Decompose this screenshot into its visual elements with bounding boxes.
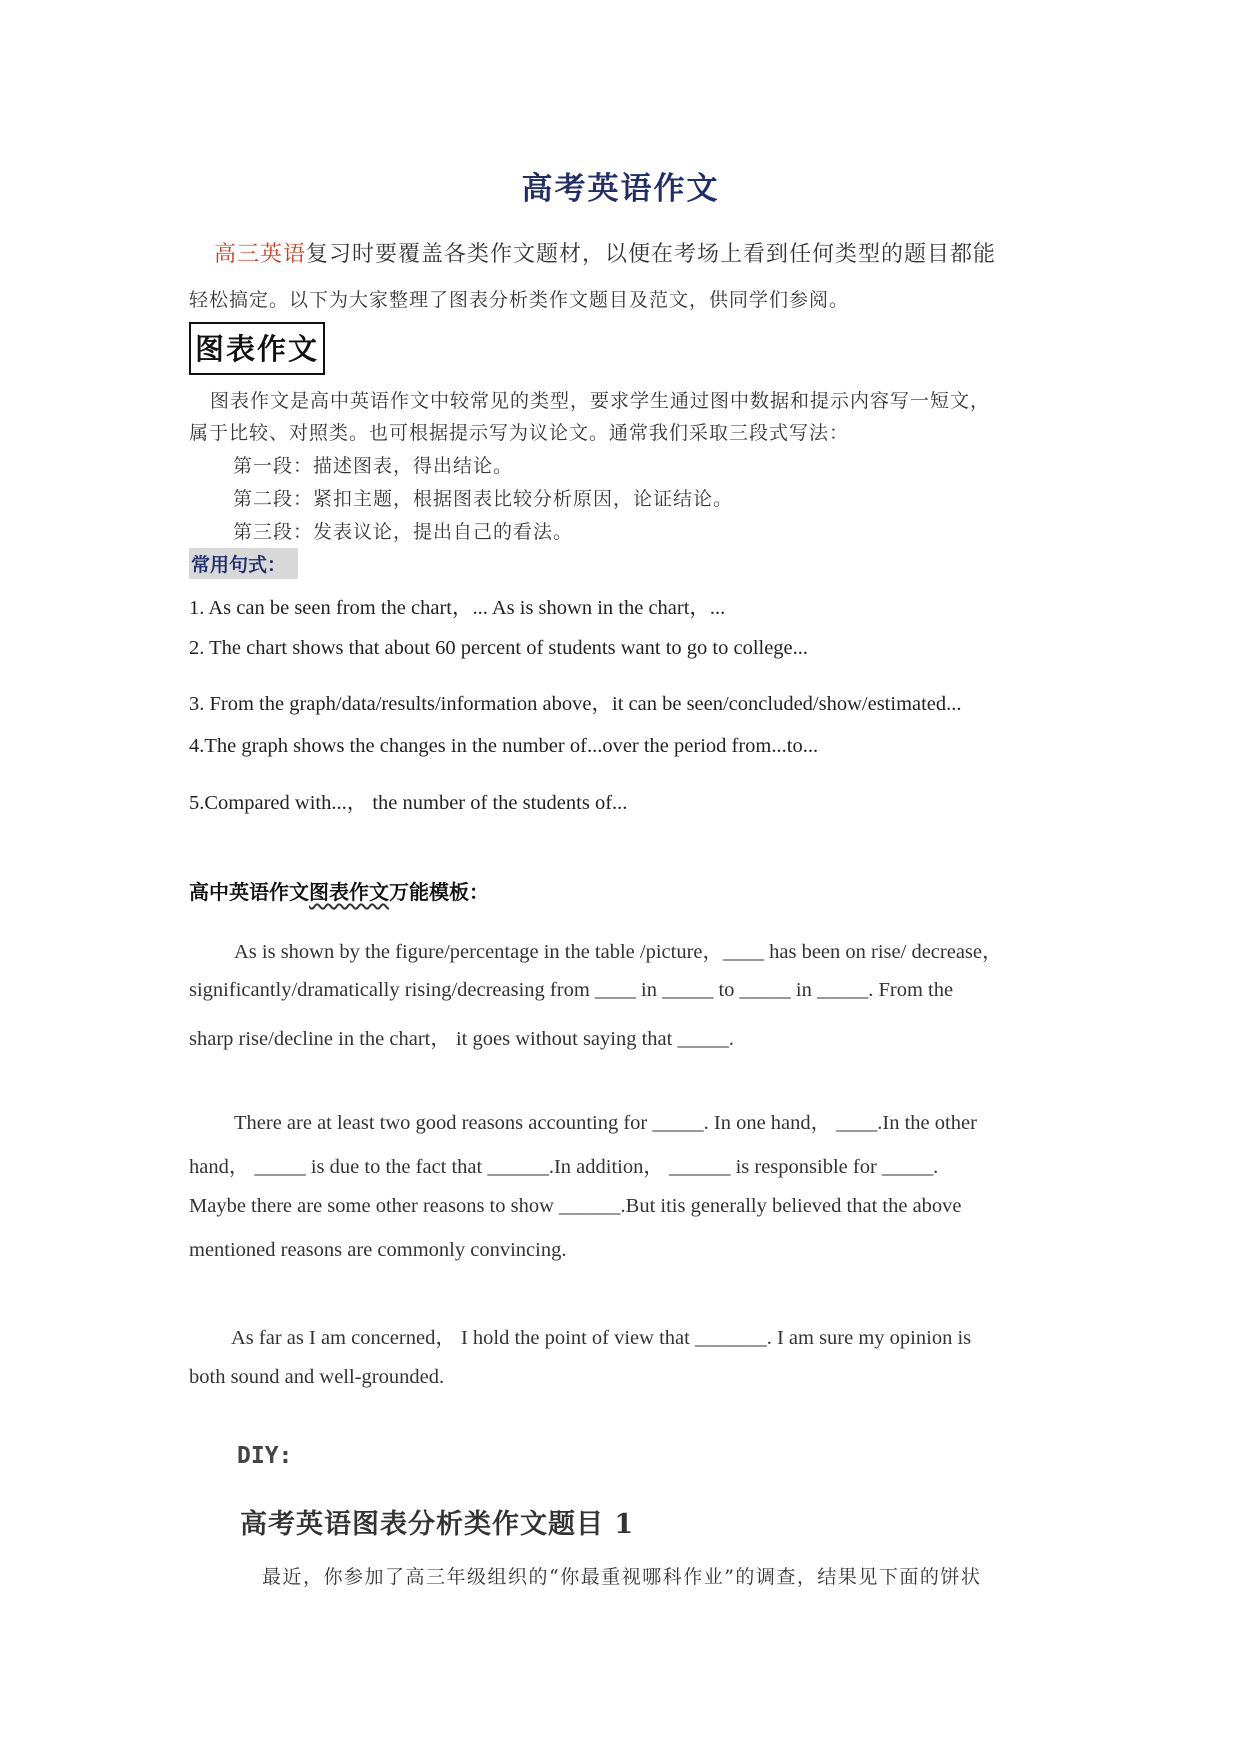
intro-line-2: 轻松搞定。以下为大家整理了图表分析类作文题目及范文，供同学们参阅。 bbox=[189, 289, 850, 311]
intro-line-1 bbox=[214, 237, 996, 268]
pattern-item: 3. From the graph/data/results/information above，it can be seen/concluded/show/estimated... bbox=[189, 693, 962, 715]
step-3: 第三段：发表议论，提出自己的看法。 bbox=[233, 521, 574, 543]
template-body-line: significantly/dramatically rising/decreasing from ____ in _____ to _____ in _____. From the bbox=[189, 979, 954, 1001]
patterns-heading: 常用句式： bbox=[189, 548, 298, 579]
step-1: 第一段：描述图表，得出结论。 bbox=[233, 455, 514, 477]
pattern-item: 2. The chart shows that about 60 percent of students want to go to college... bbox=[189, 637, 809, 659]
topic-description: 最近，你参加了高三年级组织的“你最重视哪科作业”的调查，结果见下面的饼状 bbox=[262, 1566, 982, 1588]
template-body-line: As far as I am concerned， I hold the point of view that _______. I am sure my opinion is bbox=[231, 1327, 972, 1349]
template-body-line: There are at least two good reasons accounting for _____. In one hand， ____.In the other bbox=[234, 1112, 977, 1134]
description-line-2: 属于比较、对照类。也可根据提示写为议论文。通常我们采取三段式写法： bbox=[189, 422, 850, 444]
template-body-line: both sound and well-grounded. bbox=[189, 1366, 445, 1388]
template-body-line: sharp rise/decline in the chart， it goes without saying that _____. bbox=[189, 1028, 734, 1050]
template-body-line: Maybe there are some other reasons to show ______.But itis generally believed that the above bbox=[189, 1195, 962, 1217]
template-body-line: As is shown by the figure/percentage in the table /picture，____ has been on rise/ decrease， bbox=[234, 941, 1003, 963]
pattern-item: 5.Compared with...， the number of the students of... bbox=[189, 792, 628, 814]
step-2: 第二段：紧扣主题，根据图表比较分析原因，论证结论。 bbox=[233, 488, 734, 510]
template-heading-pre: 高中英语作文 bbox=[189, 880, 309, 904]
diy-label: DIY: bbox=[237, 1443, 293, 1469]
template-heading-post: 万能模板： bbox=[389, 880, 489, 904]
section-heading-chart-essay: 图表作文 bbox=[189, 322, 325, 375]
pattern-item: 1. As can be seen from the chart，... As is shown in the chart，... bbox=[189, 597, 726, 619]
template-heading-wavy: 图表作文 bbox=[309, 880, 389, 904]
page-title: 高考英语作文 bbox=[521, 171, 720, 207]
template-heading bbox=[189, 876, 489, 905]
template-body-line: hand， _____ is due to the fact that ______.In addition， ______ is responsible for _____. bbox=[189, 1156, 939, 1178]
description-line-1: 图表作文是高中英语作文中较常见的类型，要求学生通过图中数据和提示内容写一短文， bbox=[210, 390, 991, 412]
intro-accent-link[interactable]: 高三英语 bbox=[214, 242, 307, 267]
pattern-item: 4.The graph shows the changes in the number of...over the period from...to... bbox=[189, 735, 819, 757]
topic-heading: 高考英语图表分析类作文题目 1 bbox=[240, 1509, 635, 1540]
intro-line-1-text: 复习时要覆盖各类作文题材，以便在考场上看到任何类型的题目都能 bbox=[306, 242, 997, 267]
template-body-line: mentioned reasons are commonly convincing. bbox=[189, 1239, 567, 1261]
